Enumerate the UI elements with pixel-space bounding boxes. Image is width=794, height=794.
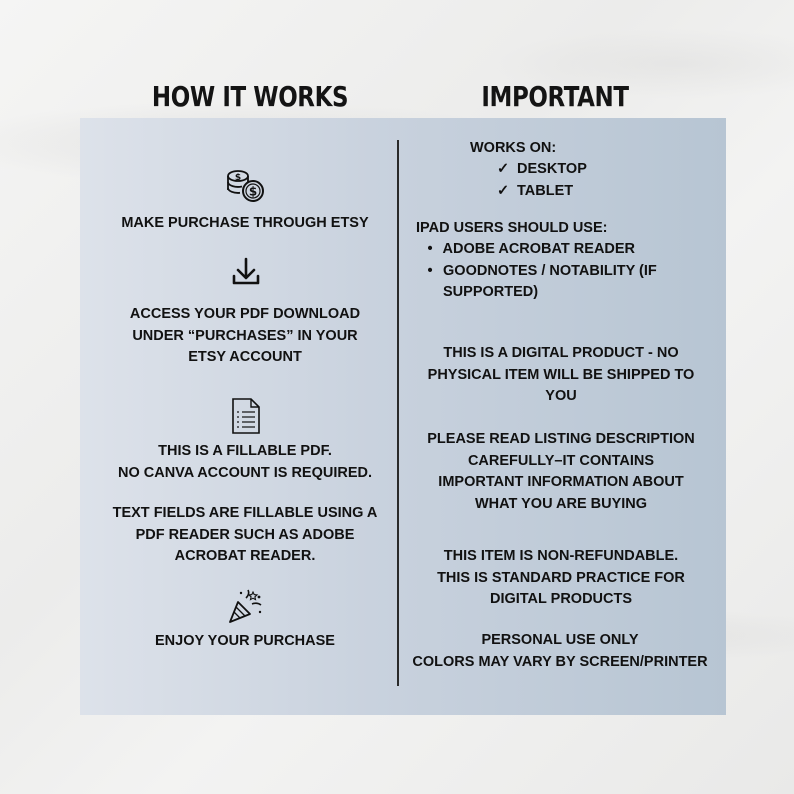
non-refundable-note: THIS ITEM IS NON-REFUNDABLE. THIS IS STANDARD PRACTICE FOR DIGITAL PRODUCTS [437, 548, 685, 607]
step-enjoy: ENJOY YOUR PURCHASE [155, 633, 335, 649]
download-icon [230, 256, 262, 288]
info-panel [80, 118, 726, 715]
personal-use-note: PERSONAL USE ONLY COLORS MAY VARY BY SCREEN/PRINTER [412, 632, 708, 670]
list-item: ✓ TABLET [497, 181, 587, 203]
svg-text:$: $ [248, 184, 258, 199]
ipad-app-list [421, 239, 657, 304]
step-fillable-pdf: THIS IS A FILLABLE PDF. NO CANVA ACCOUNT IS REQUIRED. [117, 443, 373, 481]
list-item: SUPPORTED) [443, 284, 539, 300]
list-item: ✓ DESKTOP [497, 159, 587, 181]
works-on-label: WORKS ON: [470, 140, 557, 156]
document-checklist-icon [230, 397, 262, 435]
bullet-dot-icon: • [427, 241, 433, 257]
coins-dollar-icon [224, 168, 268, 204]
step-make-purchase: MAKE PURCHASE THROUGH ETSY [121, 215, 369, 231]
important-heading: IMPORTANT [481, 80, 629, 113]
checkmark-icon: ✓ [497, 161, 510, 177]
svg-text:$: $ [234, 173, 242, 183]
device-list [497, 159, 587, 202]
party-popper-icon [226, 588, 264, 626]
step-text-fields: TEXT FIELDS ARE FILLABLE USING A PDF READER SUCH AS ADOBE ACROBAT READER. [112, 505, 378, 564]
checkmark-icon: ✓ [497, 182, 510, 199]
how-it-works-heading: HOW IT WORKS [151, 80, 349, 113]
listing-description-note: PLEASE READ LISTING DESCRIPTION CAREFULLY–IT CONTAINS IMPORTANT INFORMATION ABOUT WHAT YOU ARE BUYING [427, 431, 695, 512]
bullet-dot-icon: • [427, 262, 433, 279]
ipad-users-label: IPAD USERS SHOULD USE: [416, 220, 608, 236]
step-access-download: ACCESS YOUR PDF DOWNLOAD UNDER “PURCHASES” IN YOUR ETSY ACCOUNT [129, 306, 361, 365]
digital-product-note: THIS IS A DIGITAL PRODUCT - NO PHYSICAL ITEM WILL BE SHIPPED TO YOU [427, 345, 695, 404]
list-item: • ADOBE ACROBAT READER [421, 239, 657, 261]
list-item: • GOODNOTES / NOTABILITY (IF [421, 261, 657, 283]
